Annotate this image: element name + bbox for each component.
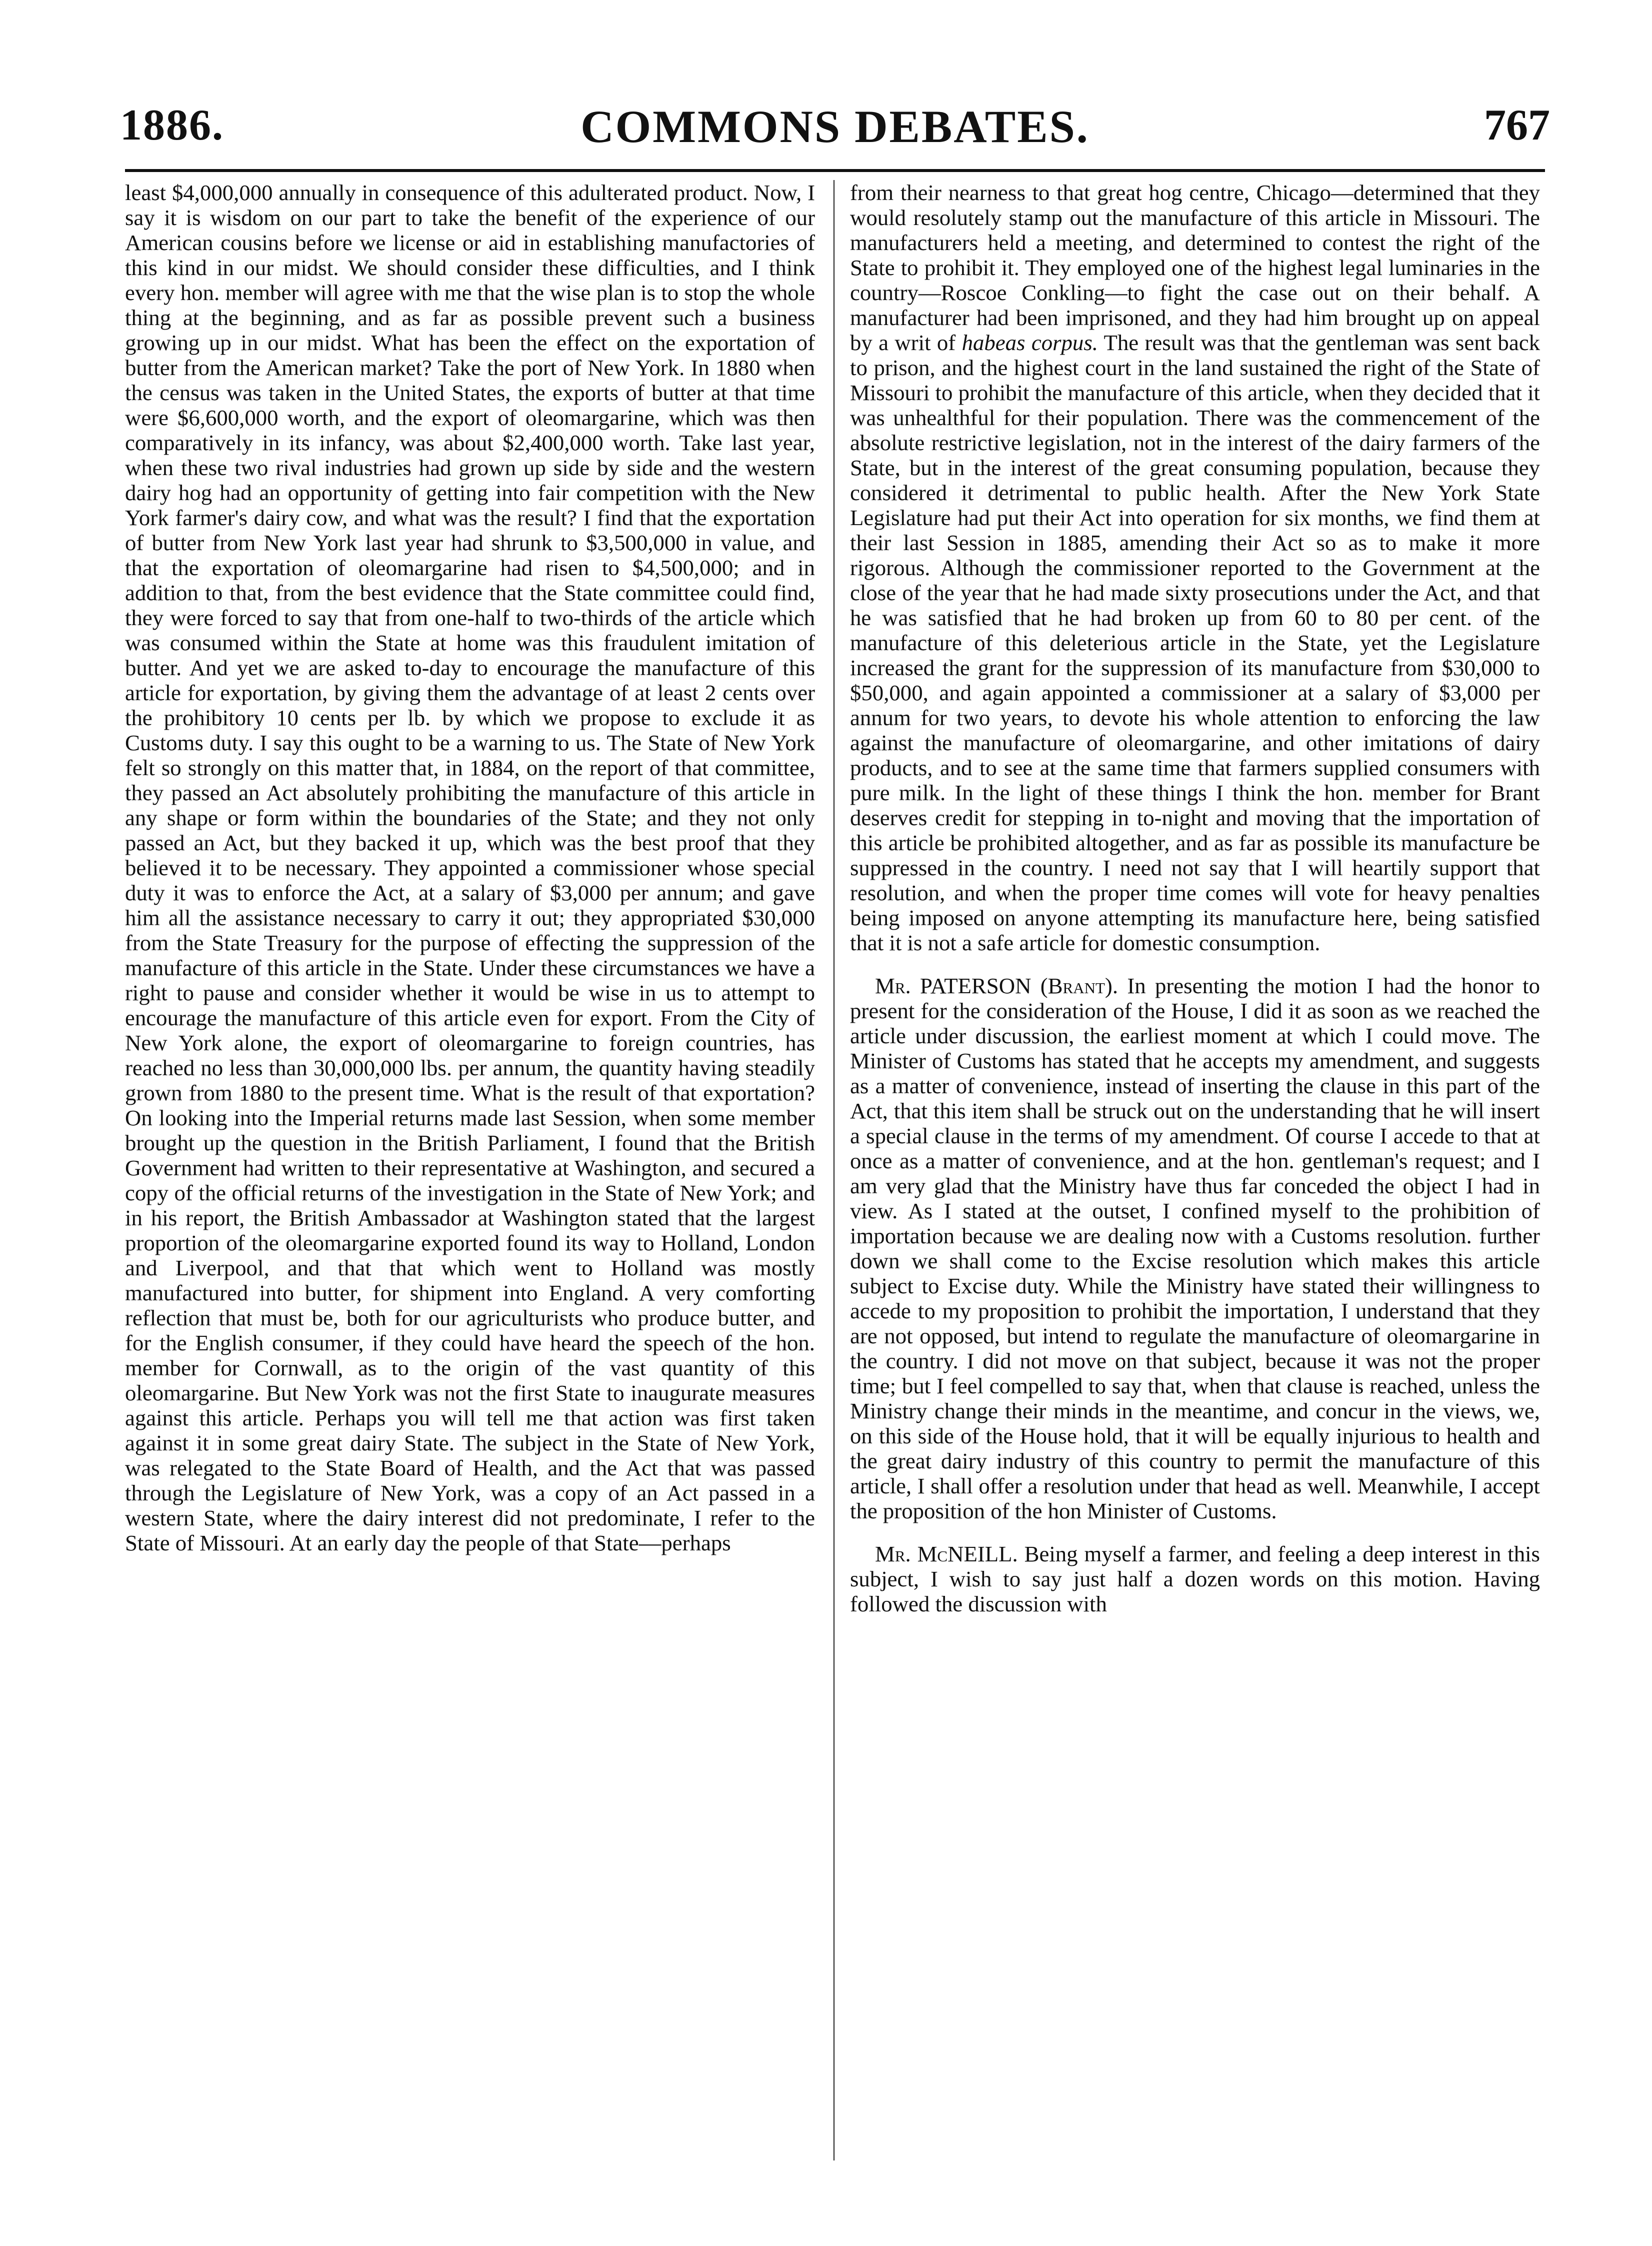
speech-text: In presenting the motion I had the honor to present for the consideration of the House, I did it as soon as we reached the article under discussion, the earliest moment at which I could move. The Minister of Customs has stated that he accepts my amendment, and suggests as a matter of convenience, instead of inserting the clause in this part of the Act, that this item shall be struck out on the understanding that he will insert a special clause in the terms of my amendment. Of course I accede to that at once as a matter of convenience, and at the hon. gentleman's request; and I am very glad that the Ministry have thus far conceded the object I had in view. As I stated at the outset, I confined myself to the prohibition of importation because we are dealing now with a Customs resolution. further down we shall come to the Excise resolution which makes this article subject to Excise duty. While the Ministry have stated their willingness to accede to my proposition to prohibit the importation, I understand that they are not opposed, but intend to regulate the manufacture of oleomargarine in the country. I did not move on that subject, because it was not the proper time; but I feel compelled to say that, when that clause is reached, unless the Ministry change their minds in the meantime, and concur in the views, we, on this side of the House hold, that it will be equally injurious to health and the great dairy industry of this country to permit the manufacture of this article, I shall offer a resolution under that head as well. Meanwhile, I accept the proposition of the hon Minister of Customs. (850, 973, 1540, 1523)
speech-mcneill (850, 1541, 1540, 1616)
speaker-name: Mr. McNEILL. (875, 1541, 1018, 1566)
right-column (850, 180, 1540, 1616)
header-rule (125, 169, 1545, 172)
right-column-continuation (850, 180, 1540, 955)
header-page-number: 767 (1484, 101, 1550, 150)
continuation-text-after: The result was that the gentleman was sent back to prison, and the highest court in the land sustained the right of the State of Missouri to prohibit the manufacture of this article, when they decided that it was unhealthful for their population. There was the commencement of the absolute restrictive legislation, not in the interest of the dairy farmers of the State, but in the interest of the great consuming population, because they considered it detrimental to public health. After the New York State Legislature had put their Act into operation for six months, we find them at their last Session in 1885, amending their Act so as to make it more rigorous. Although the commissioner reported to the Government at the close of the year that he had made sixty prosecutions under the Act, and that he was satisfied that he had broken up from 60 to 80 per cent. of the manufacture of this deleterious article in the State, yet the Legislature increased the grant for the suppression of its manufacture from $30,000 to $50,000, and again appointed a commissioner at a salary of $3,000 per annum for two years, to devote his whole attention to enforcing the law against the manufacture of oleomargarine, and other imitations of dairy products, and to see at the same time that farmers supplied consumers with pure milk. In the light of these things I think the hon. member for Brant deserves credit for stepping in to-night and moving that the importation of this article be prohibited altogether, and as far as possible its manufacture be suppressed in the country. I need not say that I will heartily support that resolution, and when the proper time comes will vote for heavy penalties being imposed on anyone attempting its manufacture here, being satisfied that it is not a safe article for domestic consumption. (850, 330, 1540, 955)
header-title: COMMONS DEBATES. (580, 101, 1090, 152)
page-header (120, 100, 1550, 160)
speaker-name: Mr. PATERSON (Brant). (875, 973, 1118, 998)
left-column-paragraph: least $4,000,000 annually in consequence of this adulterated product. Now, I say it is wisdom on our part to take the benefit of the experience of our American cousins before we license or aid in establishing manufactories of this kind in our midst. We should consider these difficulties, and I think every hon. member will agree with me that the wise plan is to stop the whole thing at the beginning, and as far as possible prevent such a business growing up in our midst. What has been the effect on the exportation of butter from the American market? Take the port of New York. In 1880 when the census was taken in the United States, the exports of butter at that time were $6,600,000 worth, and the export of oleomargarine, which was then comparatively in its infancy, was about $2,400,000 worth. Take last year, when these two rival industries had grown up side by side and the western dairy hog had an opportunity of getting into fair competition with the New York farmer's dairy cow, and what was the result? I find that the exportation of butter from New York last year had shrunk to $3,500,000 in value, and that the exportation of oleomargarine had risen to $4,500,000; and in addition to that, from the best evidence that the State committee could find, they were forced to say that from one-half to two-thirds of the article which was consumed within the State at home was this fraudulent imitation of butter. And yet we are asked to-day to encourage the manufacture of this article for exportation, by giving them the advantage of at least 2 cents over the prohibitory 10 cents per lb. by which we propose to exclude it as Customs duty. I say this ought to be a warning to us. The State of New York felt so strongly on this matter that, in 1884, on the report of that committee, they passed an Act absolutely prohibiting the manufacture of this article in any shape or form within the boundaries of the State; and they not only passed an Act, but they backed it up, which was the best proof that they believed it to be necessary. They appointed a commissioner whose special duty it was to enforce the Act, at a salary of $3,000 per annum; and gave him all the assistance necessary to carry it out; they appropriated $30,000 from the State Treasury for the purpose of effecting the suppression of the manufacture of this article in the State. Under these circumstances we have a right to pause and consider whether it would be wise in us to attempt to encourage the manufacture of this article even for export. From the City of New York alone, the export of oleomargarine to foreign countries, has reached no less than 30,000,000 lbs. per annum, the quantity having steadily grown from 1880 to the present time. What is the result of that exportation? On looking into the Imperial returns made last Session, when some member brought up the question in the British Parliament, I found that the British Government had written to their representative at Washington, and secured a copy of the official returns of the investigation in the State of New York; and in his report, the British Ambassador at Washington stated that the largest proportion of the oleomargarine exported found its way to Holland, London and Liverpool, and that that which went to Holland was mostly manufactured into butter, for shipment into England. A very comforting reflection that must be, both for our agriculturists who produce butter, and for the English consumer, if they could have heard the speech of the hon. member for Cornwall, as to the origin of the vast quantity of this oleomargarine. But New York was not the first State to inaugurate measures against this article. Perhaps you will tell me that action was first taken against it in some great dairy State. The subject in the State of New York, was relegated to the State Board of Health, and the Act that was passed through the Legislature of New York, was a copy of an Act passed in a western State, where the dairy interest did not predominate, I refer to the State of Missouri. At an early day the people of that State—perhaps (125, 180, 815, 1555)
header-year: 1886. (120, 101, 224, 150)
speech-text: Being myself a farmer, and feeling a deep interest in this subject, I wish to say just half a dozen words on this motion. Having followed the discussion with (850, 1541, 1540, 1616)
continuation-text-before: from their nearness to that great hog centre, Chicago—determined that they would resolutely stamp out the manufacture of this article in Missouri. The manufacturers held a meeting, and determined to contest the right of the State to prohibit it. They employed one of the highest legal luminaries in the country—Roscoe Conkling—to fight the case out on their behalf. A manufacturer had been imprisoned, and they had him brought up on appeal by a writ of (850, 180, 1540, 355)
italic-phrase: habeas corpus. (962, 330, 1098, 355)
left-column (125, 180, 815, 1555)
speech-paterson (850, 973, 1540, 1523)
